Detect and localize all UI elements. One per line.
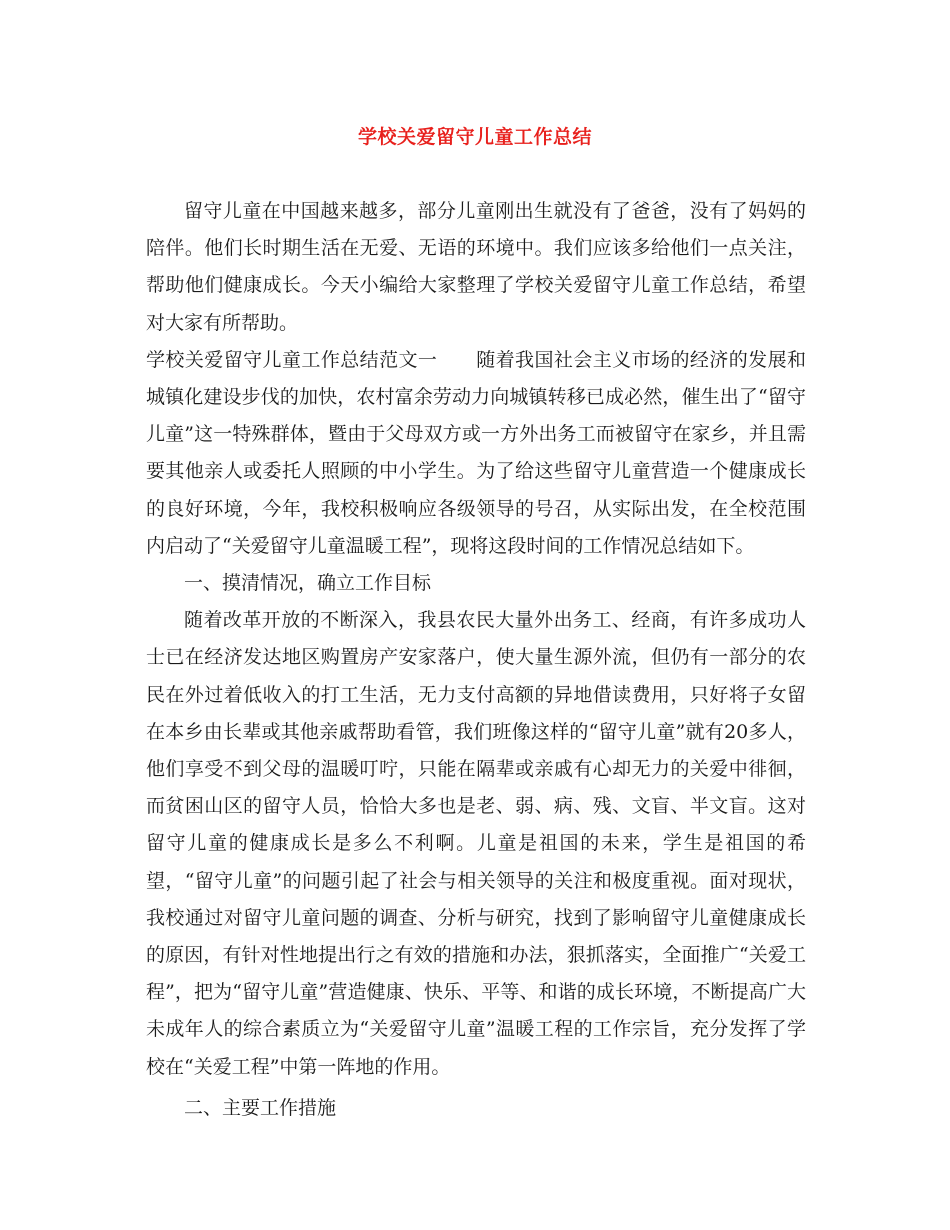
section-one-body: 随着改革开放的不断深入，我县农民大量外出务工、经商，有许多成功人士已在经济发达地区购置房产安家落户，使大量生源外流，但仍有一部分的农民在外过着低收入的打工生活，无力支付高额的异地借读费用，只好将子女留在本乡由长辈或其他亲戚帮助看管，我们班像这样的“留守儿童”就有20多人，他们享受不到父母的温暖叮咛，只能在隔辈或亲戚有心却无力的关爱中徘徊，而贫困山区的留守人员，恰恰大多也是老、弱、病、残、文盲、半文盲。这对留守儿童的健康成长是多么不利啊。儿童是祖国的未来，学生是祖国的希望，“留守儿童”的问题引起了社会与相关领导的关注和极度重视。面对现状，我校通过对留守儿童问题的调查、分析与研究，找到了影响留守儿童健康成长的原因，有针对性地提出行之有效的措施和办法，狠抓落实，全面推广“关爱工程”，把为“留守儿童”营造健康、快乐、平等、和谐的成长环境，不断提高广大未成年人的综合素质立为“关爱留守儿童”温暖工程的工作宗旨，充分发挥了学校在“关爱工程”中第一阵地的作用。 bbox=[146, 609, 806, 1078]
document-title: 学校关爱留守儿童工作总结 bbox=[357, 126, 592, 148]
intro-paragraph: 留守儿童在中国越来越多，部分儿童刚出生就没有了爸爸，没有了妈妈的陪伴。他们长时期生活在无爱、无语的环境中。我们应该多给他们一点关注，帮助他们健康成长。今天小编给大家整理了学校关爱留守儿童工作总结，希望对大家有所帮助。 bbox=[146, 200, 806, 334]
sample-one-paragraph: 学校关爱留守儿童工作总结范文一 随着我国社会主义市场的经济的发展和城镇化建设步伐的加快，农村富余劳动力向城镇转移已成必然，催生出了“留守儿童”这一特殊群体，暨由于父母双方或一方外出务工而被留守在家乡，并且需要其他亲人或委托人照顾的中小学生。为了给这些留守儿童营造一个健康成长的良好环境，今年，我校积极响应各级领导的号召，从实际出发，在全校范围内启动了“关爱留守儿童温暖工程”，现将这段时间的工作情况总结如下。 bbox=[146, 348, 806, 557]
document-body bbox=[146, 193, 806, 1127]
section-two-heading: 二、主要工作措施 bbox=[184, 1096, 337, 1119]
section-one-heading: 一、摸清情况，确立工作目标 bbox=[184, 572, 432, 595]
